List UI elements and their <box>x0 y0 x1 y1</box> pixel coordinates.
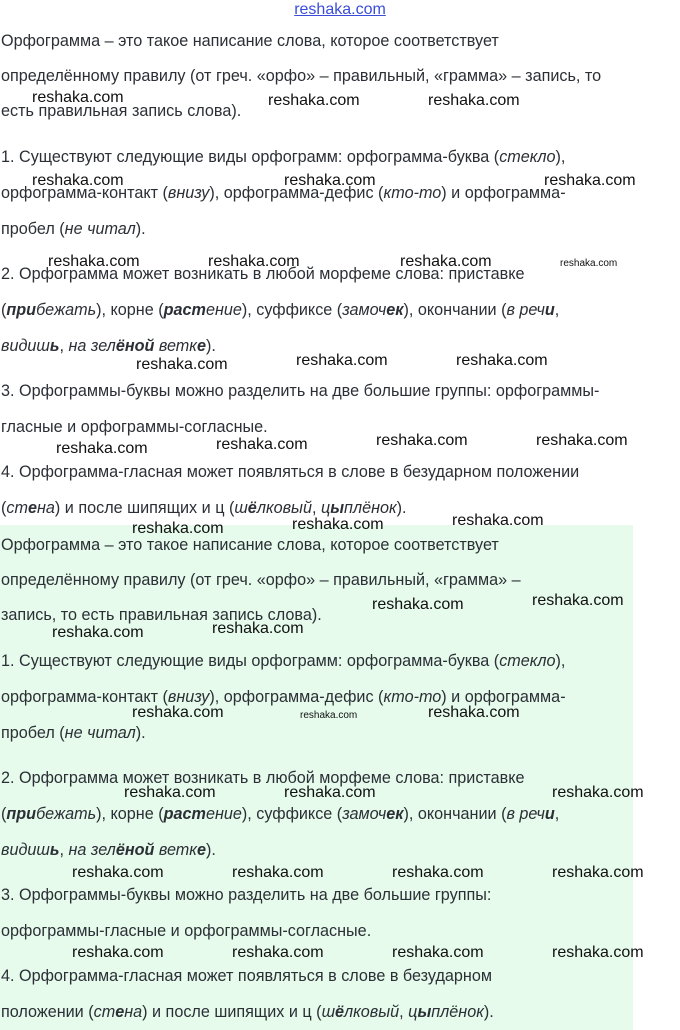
text-line: 3. Орфограммы-буквы можно разделить на две большие группы: орфограммы- <box>1 382 600 400</box>
watermark: reshaka.com <box>136 356 228 373</box>
text-line: есть правильная запись слова). <box>1 102 242 120</box>
watermark: reshaka.com <box>56 440 148 457</box>
watermark: reshaka.com <box>296 352 388 369</box>
watermark: reshaka.com <box>72 944 164 961</box>
watermark: reshaka.com <box>552 864 644 881</box>
watermark: reshaka.com <box>132 520 224 537</box>
watermark: reshaka.com <box>232 864 324 881</box>
text-line: пробел (не читал). <box>1 724 146 742</box>
text-line: видишь, на зелёной ветке). <box>1 841 216 859</box>
watermark: reshaka.com <box>284 784 376 801</box>
text-line: 3. Орфограммы-буквы можно разделить на две большие группы: <box>1 886 492 904</box>
text-line: 2. Орфограмма может возникать в любой морфеме слова: приставке <box>1 769 525 787</box>
watermark: reshaka.com <box>428 92 520 109</box>
watermark: reshaka.com <box>372 596 464 613</box>
watermark: reshaka.com <box>132 704 224 721</box>
watermark: reshaka.com <box>532 592 624 609</box>
text-line: орфограммы-гласные и орфограммы-согласные. <box>1 922 372 940</box>
watermark: reshaka.com <box>268 92 360 109</box>
text-line: 4. Орфограмма-гласная может появляться в слове в безударном <box>1 967 492 985</box>
watermark: reshaka.com <box>292 516 384 533</box>
watermark: reshaka.com <box>552 784 644 801</box>
watermark: reshaka.com <box>456 352 548 369</box>
text-line: пробел (не читал). <box>1 220 146 238</box>
watermark: reshaka.com <box>216 436 308 453</box>
watermark: reshaka.com <box>560 258 618 269</box>
text-line: положении (стена) и после шипящих и ц (шёлковый, цыплёнок). <box>1 1003 494 1021</box>
watermark: reshaka.com <box>72 864 164 881</box>
text-line: (прибежать), корне (растение), суффиксе (замочек), окончании (в речи, <box>1 805 560 823</box>
watermark: reshaka.com <box>392 864 484 881</box>
watermark: reshaka.com <box>124 784 216 801</box>
text-line: 4. Орфограмма-гласная может появляться в слове в безударном положении <box>1 463 580 481</box>
text-line: видишь, на зелёной ветке). <box>1 337 216 355</box>
watermark: reshaka.com <box>392 944 484 961</box>
watermark: reshaka.com <box>376 432 468 449</box>
watermark: reshaka.com <box>452 512 544 529</box>
watermark: reshaka.com <box>32 172 124 189</box>
text-line: (прибежать), корне (растение), суффиксе (замочек), окончании (в речи, <box>1 301 560 319</box>
watermark: reshaka.com <box>52 624 144 641</box>
watermark: reshaka.com <box>208 253 300 270</box>
text-line: орфограмма-контакт (внизу), орфограмма-дефис (кто-то) и орфограмма- <box>1 688 566 706</box>
watermark: reshaka.com <box>284 172 376 189</box>
text-line: Орфограмма – это такое написание слова, которое соответствует <box>1 536 499 554</box>
watermark: reshaka.com <box>552 944 644 961</box>
text-line: Орфограмма – это такое написание слова, которое соответствует <box>1 32 499 50</box>
watermark: reshaka.com <box>536 432 628 449</box>
watermark: reshaka.com <box>232 944 324 961</box>
watermark: reshaka.com <box>400 253 492 270</box>
watermark: reshaka.com <box>300 710 358 721</box>
watermark: reshaka.com <box>212 620 304 637</box>
text-line: определённому правилу (от греч. «орфо» – правильный, «грамма» – запись, то <box>1 67 602 85</box>
text-line: 1. Существуют следующие виды орфограмм: орфограмма-буква (стекло), <box>1 652 566 670</box>
watermark: reshaka.com <box>32 89 124 106</box>
text-line: определённому правилу (от греч. «орфо» – правильный, «грамма» – <box>1 571 521 589</box>
watermark: reshaka.com <box>428 704 520 721</box>
site-header-link[interactable]: reshaka.com <box>294 1 386 18</box>
watermark: reshaka.com <box>544 172 636 189</box>
watermark: reshaka.com <box>48 253 140 270</box>
text-line: 2. Орфограмма может возникать в любой морфеме слова: приставке <box>1 265 525 283</box>
text-line: запись, то есть правильная запись слова). <box>1 606 322 624</box>
text-line: гласные и орфограммы-согласные. <box>1 418 268 436</box>
text-line: (стена) и после шипящих и ц (шёлковый, цыплёнок). <box>1 499 407 517</box>
text-line: орфограмма-контакт (внизу), орфограмма-дефис (кто-то) и орфограмма- <box>1 184 566 202</box>
text-line: 1. Существуют следующие виды орфограмм: орфограмма-буква (стекло), <box>1 148 566 166</box>
